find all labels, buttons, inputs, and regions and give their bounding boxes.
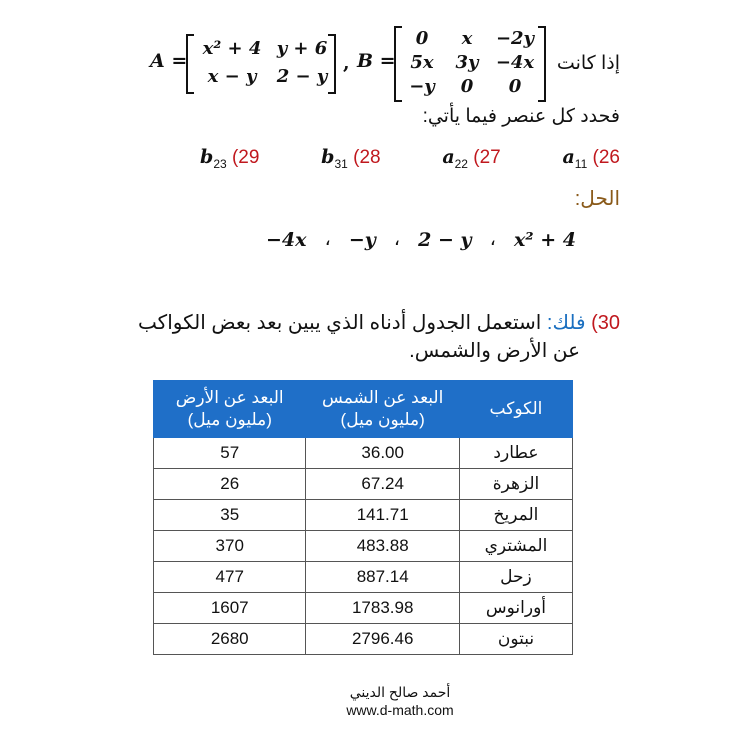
table-header-planet: الكوكب — [459, 381, 572, 438]
matrix-a-right-bracket — [328, 34, 336, 94]
solution-value: 2 − y — [418, 228, 472, 251]
planet-name: أورانوس — [459, 593, 572, 624]
matrix-b — [400, 26, 540, 98]
footer-website: www.d-math.com — [346, 702, 454, 718]
matrix-b-cell: 0 — [460, 75, 474, 97]
matrix-b-cell: −y — [409, 75, 435, 97]
matrix-a-cell: x − y — [207, 65, 257, 87]
sun-distance: 887.14 — [306, 562, 459, 593]
earth-distance: 2680 — [154, 624, 306, 655]
table-row — [154, 624, 573, 655]
matrix-b-cell: 5x — [410, 51, 434, 73]
matrix-separator: , — [343, 52, 350, 74]
earth-distance: 1607 — [154, 593, 306, 624]
matrix-a-cell: x² + 4 — [202, 37, 262, 59]
problem-item: 28) $b_{31}$ — [321, 146, 381, 171]
problem-item: 27) $a_{22}$ — [442, 146, 501, 171]
table-row — [154, 438, 573, 469]
problem-30-topic: فلك — [552, 312, 586, 334]
problem-list — [200, 146, 620, 171]
problem-subscript: 22 — [454, 156, 468, 171]
problem-30-colon: : — [546, 312, 553, 334]
planet-name: المشتري — [459, 531, 572, 562]
table-header-sun-distance: البعد عن الشمس (مليون ميل) — [306, 381, 459, 438]
earth-distance: 477 — [154, 562, 306, 593]
matrix-b-right-bracket — [538, 26, 546, 102]
earth-distance: 26 — [154, 469, 306, 500]
solution-value: −y — [348, 228, 376, 251]
table-row — [154, 500, 573, 531]
problem-number: 28 — [359, 147, 381, 168]
problem-item: 29) $b_{23}$ — [200, 146, 260, 171]
problem-item: 26) $a_{11}$ — [562, 146, 620, 171]
matrix-b-label: B = — [357, 50, 396, 72]
problem-element: b — [321, 146, 335, 168]
problem-30-number: 30) — [591, 312, 620, 334]
problem-30-line2: عن الأرض والشمس. — [409, 340, 580, 362]
matrix-a-cell: 2 − y — [276, 65, 328, 87]
matrix-b-cell: 0 — [415, 27, 429, 49]
problem-subscript: 31 — [334, 156, 348, 171]
solution-separator: ، — [324, 229, 331, 250]
earth-distance: 370 — [154, 531, 306, 562]
solution-value: x² + 4 — [513, 228, 576, 251]
table-header-earth-distance: البعد عن الأرض (مليون ميل) — [154, 381, 306, 438]
planet-name: عطارد — [459, 438, 572, 469]
earth-distance: 35 — [154, 500, 306, 531]
problem-element: b — [200, 146, 214, 168]
matrix-b-cell: −4x — [495, 51, 535, 73]
planet-name: زحل — [459, 562, 572, 593]
solution-separator: ، — [393, 229, 401, 250]
matrix-a — [192, 34, 332, 90]
sun-distance: 483.88 — [306, 531, 459, 562]
planet-name: الزهرة — [459, 469, 572, 500]
matrix-a-label: A = — [150, 50, 188, 72]
intro-text: إذا كانت — [556, 53, 620, 74]
earth-distance: 57 — [154, 438, 306, 469]
table-row — [154, 593, 573, 624]
sun-distance: 1783.98 — [306, 593, 459, 624]
matrix-b-cell: 3y — [455, 51, 479, 73]
table-row — [154, 562, 573, 593]
problem-element: a — [562, 146, 575, 168]
problem-30-line1 — [138, 310, 620, 335]
problem-element: a — [442, 146, 455, 168]
solution-value: −4x — [266, 228, 307, 251]
sun-distance: 141.71 — [306, 500, 459, 531]
solution-label: الحل: — [574, 188, 620, 210]
solution-separator: ، — [489, 229, 496, 250]
sun-distance: 36.00 — [306, 438, 459, 469]
problem-subscript: 11 — [574, 156, 588, 171]
table-header-row — [154, 381, 573, 438]
footer-author: أحمد صالح الديني — [349, 684, 451, 700]
problem-number: 26 — [598, 147, 620, 168]
planet-name: نبتون — [459, 624, 572, 655]
matrix-a-cell: y + 6 — [276, 37, 328, 59]
planets-table — [153, 380, 573, 655]
table-row — [154, 469, 573, 500]
matrix-b-cell: x — [461, 27, 473, 49]
instruction-text: فحدد كل عنصر فيما يأتي: — [422, 106, 620, 127]
matrix-b-cell: 0 — [508, 75, 522, 97]
problem-30-text: استعمل الجدول أدناه الذي يبين بعد بعض الكواكب — [138, 312, 542, 334]
problem-number: 27 — [479, 147, 501, 168]
matrix-b-cell: −2y — [495, 27, 535, 49]
sun-distance: 67.24 — [306, 469, 459, 500]
problem-number: 29 — [238, 147, 260, 168]
planet-name: المريخ — [459, 500, 572, 531]
table-row — [154, 531, 573, 562]
sun-distance: 2796.46 — [306, 624, 459, 655]
solution-list — [266, 228, 576, 251]
problem-subscript: 23 — [213, 156, 227, 171]
